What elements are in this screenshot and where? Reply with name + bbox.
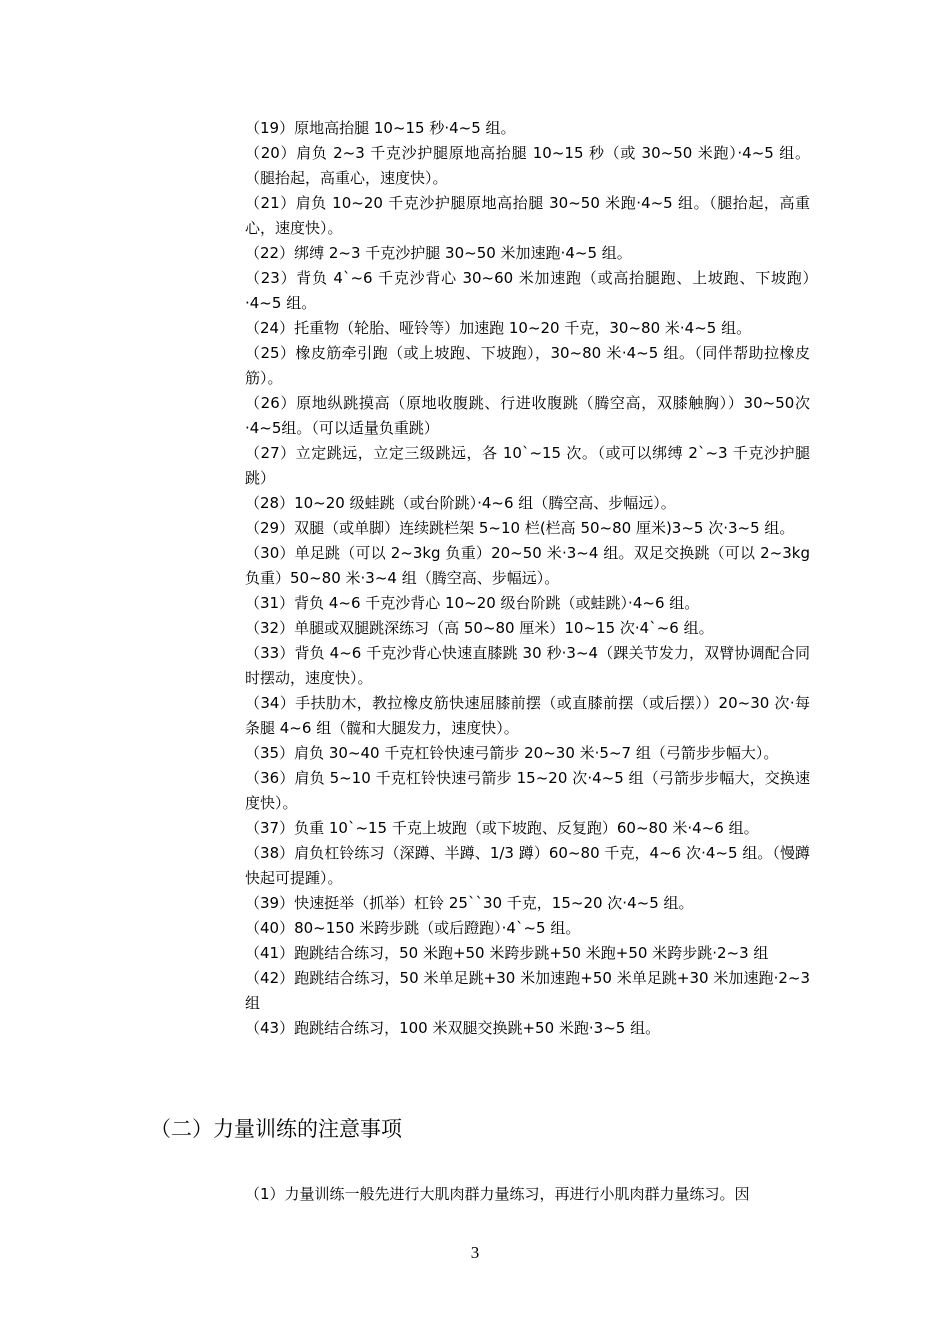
- list-item: （28）10~20 级蛙跳（或台阶跳）·4~6 组（腾空高、步幅远）。: [245, 494, 676, 512]
- list-item: （42）跑跳结合练习，50 米单足跳+30 米加速跑+50 米单足跳+30 米加速跑·2~3 组: [245, 969, 810, 1012]
- list-item: （43）跑跳结合练习，100 米双腿交换跳+50 米跑·3~5 组。: [245, 1019, 661, 1037]
- section-heading: （二）力量训练的注意事项: [150, 1117, 402, 1141]
- list-item: （26）原地纵跳摸高（原地收腹跳、行进收腹跳（腾空高，双膝触胸））30~50次·4~5组。（可以适量负重跳）: [245, 394, 810, 437]
- list-item: （39）快速挺举（抓举）杠铃 25``30 千克，15~20 次·4~5 组。: [245, 894, 694, 912]
- list-item: （41）跑跳结合练习，50 米跑+50 米跨步跳+50 米跑+50 米跨步跳·2~3 组: [245, 944, 769, 962]
- list-item: （19）原地高抬腿 10~15 秒·4~5 组。: [245, 119, 516, 137]
- list-item: （20）肩负 2~3 千克沙护腿原地高抬腿 10~15 秒（或 30~50 米跑）·4~5 组。（腿抬起，高重心，速度快）。: [245, 144, 810, 187]
- list-item: （36）肩负 5~10 千克杠铃快速弓箭步 15~20 次·4~5 组（弓箭步步幅大，交换速度快）。: [245, 769, 810, 812]
- body-paragraph: （1）力量训练一般先进行大肌肉群力量练习，再进行小肌肉群力量练习。因: [245, 1185, 750, 1203]
- list-item: （33）背负 4~6 千克沙背心快速直膝跳 30 秒·3~4（踝关节发力，双臂协调配合同时摆动，速度快）。: [245, 644, 810, 687]
- list-item: （40）80~150 米跨步跳（或后蹬跑）·4`~5 组。: [245, 919, 581, 937]
- list-item: （24）托重物（轮胎、哑铃等）加速跑 10~20 千克，30~80 米·4~5 组。: [245, 319, 752, 337]
- exercise-list: [245, 116, 810, 1041]
- list-item: （22）绑缚 2~3 千克沙护腿 30~50 米加速跑·4~5 组。: [245, 244, 632, 262]
- list-item: （38）肩负杠铃练习（深蹲、半蹲、1/3 蹲）60~80 千克，4~6 次·4~5 组。（慢蹲快起可提踵）。: [245, 844, 810, 887]
- list-item: （32）单腿或双腿跳深练习（高 50~80 厘米）10~15 次·4`~6 组。: [245, 619, 714, 637]
- list-item: （37）负重 10`~15 千克上坡跑（或下坡跑、反复跑）60~80 米·4~6 组。: [245, 819, 759, 837]
- list-item: （23）背负 4`~6 千克沙背心 30~60 米加速跑（或高抬腿跑、上坡跑、下坡跑）·4~5 组。: [245, 269, 810, 312]
- list-item: （29）双腿（或单脚）连续跳栏架 5~10 栏(栏高 50~80 厘米)3~5 次·3~5 组。: [245, 519, 795, 537]
- page-number: 3: [470, 1243, 480, 1262]
- list-item: （27）立定跳远，立定三级跳远，各 10`~15 次。（或可以绑缚 2`~3 千克沙护腿跳）: [245, 444, 810, 487]
- list-item: （30）单足跳（可以 2~3kg 负重）20~50 米·3~4 组。双足交换跳（可以 2~3kg负重）50~80 米·3~4 组（腾空高、步幅远）。: [245, 544, 810, 587]
- list-item: （21）肩负 10~20 千克沙护腿原地高抬腿 30~50 米跑·4~5 组。（腿抬起，高重心，速度快）。: [245, 194, 810, 237]
- list-item: （31）背负 4~6 千克沙背心 10~20 级台阶跳（或蛙跳）·4~6 组。: [245, 594, 700, 612]
- list-item: （25）橡皮筋牵引跑（或上坡跑、下坡跑），30~80 米·4~5 组。（同伴帮助拉橡皮筋）。: [245, 344, 810, 387]
- list-item: （35）肩负 30~40 千克杠铃快速弓箭步 20~30 米·5~7 组（弓箭步步幅大）。: [245, 744, 779, 762]
- list-item: （34）手扶肋木，教拉橡皮筋快速屈膝前摆（或直膝前摆（或后摆））20~30 次·每条腿 4~6 组（髋和大腿发力，速度快）。: [245, 694, 810, 737]
